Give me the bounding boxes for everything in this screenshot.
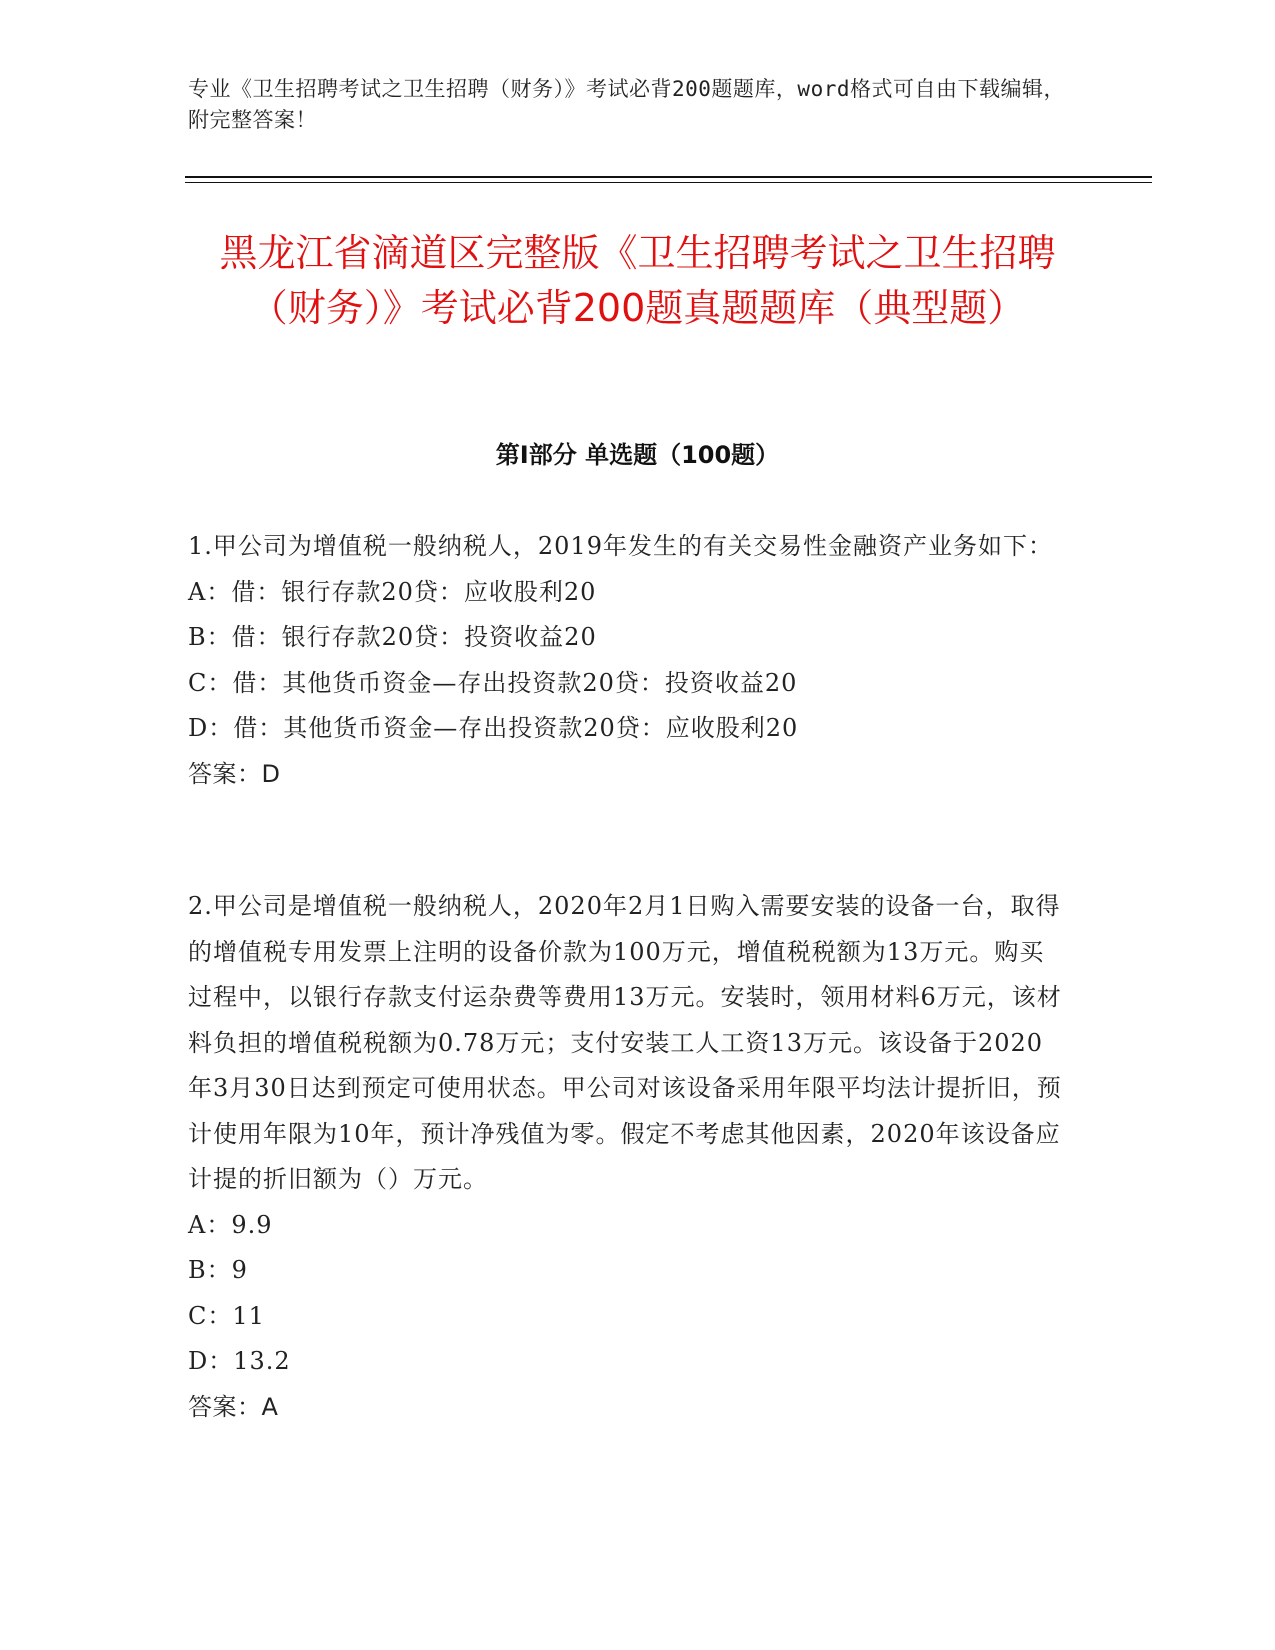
option-d: D：借：其他货币资金—存出投资款20贷：应收股利20: [188, 714, 799, 742]
option-b: B：9: [188, 1256, 248, 1284]
header-divider-thick: [185, 176, 1152, 178]
option-d: D：13.2: [188, 1347, 291, 1375]
option-a: A：借：银行存款20贷：应收股利20: [188, 577, 597, 606]
header-note: 专业《卫生招聘考试之卫生招聘（财务）》考试必背200题题库，word格式可自由下载编辑，附完整答案！: [188, 77, 1065, 132]
option-c: C：借：其他货币资金—存出投资款20贷：投资收益20: [188, 668, 798, 697]
question-stem: 1.甲公司为增值税一般纳税人，2019年发生的有关交易性金融资产业务如下：: [188, 532, 1053, 560]
section-heading: 第Ⅰ部分 单选题（100题）: [495, 441, 780, 469]
header-divider-thin: [185, 182, 1152, 183]
question-stem: 2.甲公司是增值税一般纳税人，2020年2月1日购入需要安装的设备一台，取得的增值税专用发票上注明的设备价款为100万元，增值税税额为13万元。购买过程中，以银行存款支付运杂费等费用13万元。安装时，领用材料6万元，该材料负担的增值税税额为0.78万元；支付安装工人工资13万元。该设备于2020年3月30日达到预定可使用状态。甲公司对该设备采用年限平均法计提折旧，预计使用年限为10年，预计净残值为零。假定不考虑其他因素，2020年该设备应计提的折旧额为（）万元。: [188, 892, 1062, 1193]
answer: 答案：A: [188, 1392, 279, 1421]
option-b: B：借：银行存款20贷：投资收益20: [188, 623, 597, 651]
document-title: 黑龙江省滴道区完整版《卫生招聘考试之卫生招聘（财务）》考试必背200题真题题库（典型题）: [219, 231, 1056, 330]
question-2: [188, 884, 1068, 1430]
option-a: A：9.9: [188, 1210, 273, 1239]
answer: 答案：D: [188, 759, 281, 788]
question-1: [188, 524, 1068, 797]
option-c: C：11: [188, 1301, 265, 1330]
